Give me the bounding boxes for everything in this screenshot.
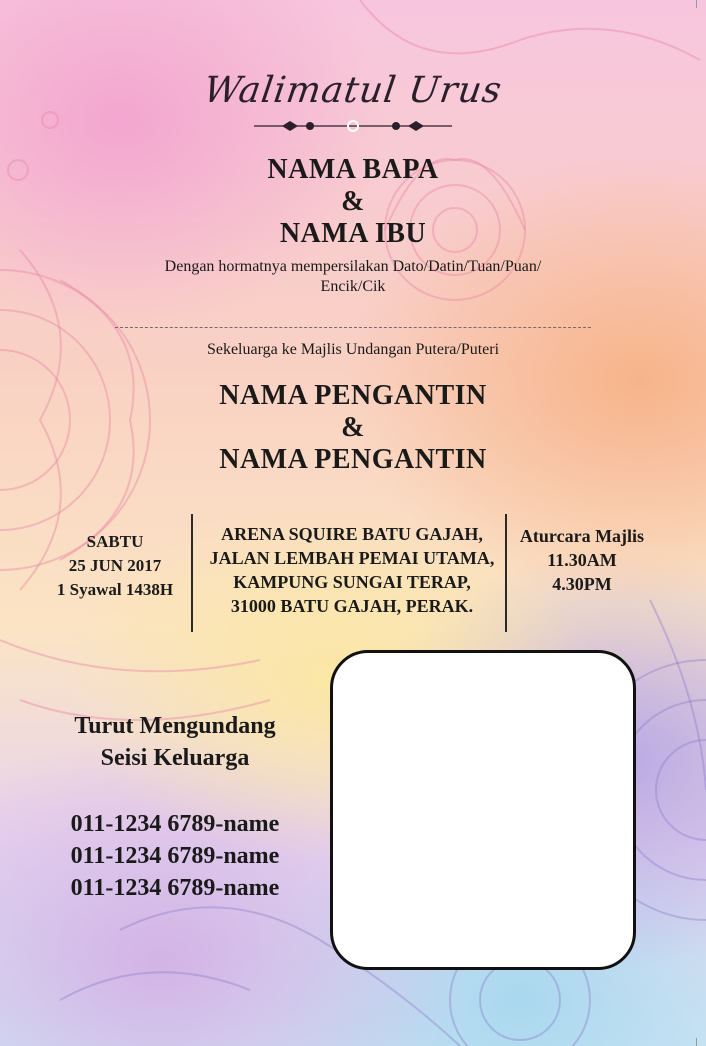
venue-line: KAMPUNG SUNGAI TERAP, — [233, 572, 471, 592]
crop-mark — [696, 1038, 697, 1046]
venue-line: ARENA SQUIRE BATU GAJAH, — [221, 524, 483, 544]
venue-block — [198, 522, 506, 618]
contact-phone: 011-1234 6789-name — [70, 843, 280, 869]
host-block — [40, 710, 310, 774]
contact-list — [40, 808, 310, 904]
event-hijri-date: 1 Syawal 1438H — [56, 580, 174, 599]
contact-phone: 011-1234 6789-name — [70, 811, 280, 837]
invitation-line-2: Encik/Cik — [320, 278, 386, 295]
contact-phone: 011-1234 6789-name — [70, 875, 280, 901]
schedule-block — [508, 524, 656, 596]
couple-name-1: NAMA PENGANTIN — [219, 380, 487, 411]
parents-ampersand: & — [341, 186, 365, 217]
couple-name-2: NAMA PENGANTIN — [219, 444, 487, 475]
venue-line: JALAN LEMBAH PEMAI UTAMA, — [209, 548, 495, 568]
column-divider — [191, 514, 193, 632]
date-block — [40, 530, 190, 602]
ornament-divider — [250, 116, 456, 136]
venue-line: 31000 BATU GAJAH, PERAK. — [230, 596, 474, 616]
photo-placeholder — [330, 650, 636, 970]
invitation-line-1: Dengan hormatnya mempersilakan Dato/Datin/Tuan/Puan/ — [164, 258, 542, 275]
event-date: 25 JUN 2017 — [68, 556, 162, 575]
father-name: NAMA BAPA — [267, 154, 439, 185]
column-divider — [505, 514, 507, 632]
couple-ampersand: & — [341, 412, 365, 443]
family-invitation-line: Sekeluarga ke Majlis Undangan Putera/Puteri — [206, 341, 500, 358]
host-line: Seisi Keluarga — [100, 745, 250, 771]
mother-name: NAMA IBU — [279, 218, 427, 249]
schedule-end-time: 4.30PM — [552, 574, 612, 594]
schedule-start-time: 11.30AM — [547, 550, 617, 570]
host-line: Turut Mengundang — [74, 713, 276, 739]
dashed-divider — [115, 327, 591, 328]
schedule-heading: Aturcara Majlis — [519, 526, 645, 546]
crop-mark — [696, 0, 697, 8]
event-day: SABTU — [86, 532, 144, 551]
title-script: Walimatul Urus — [201, 70, 505, 111]
